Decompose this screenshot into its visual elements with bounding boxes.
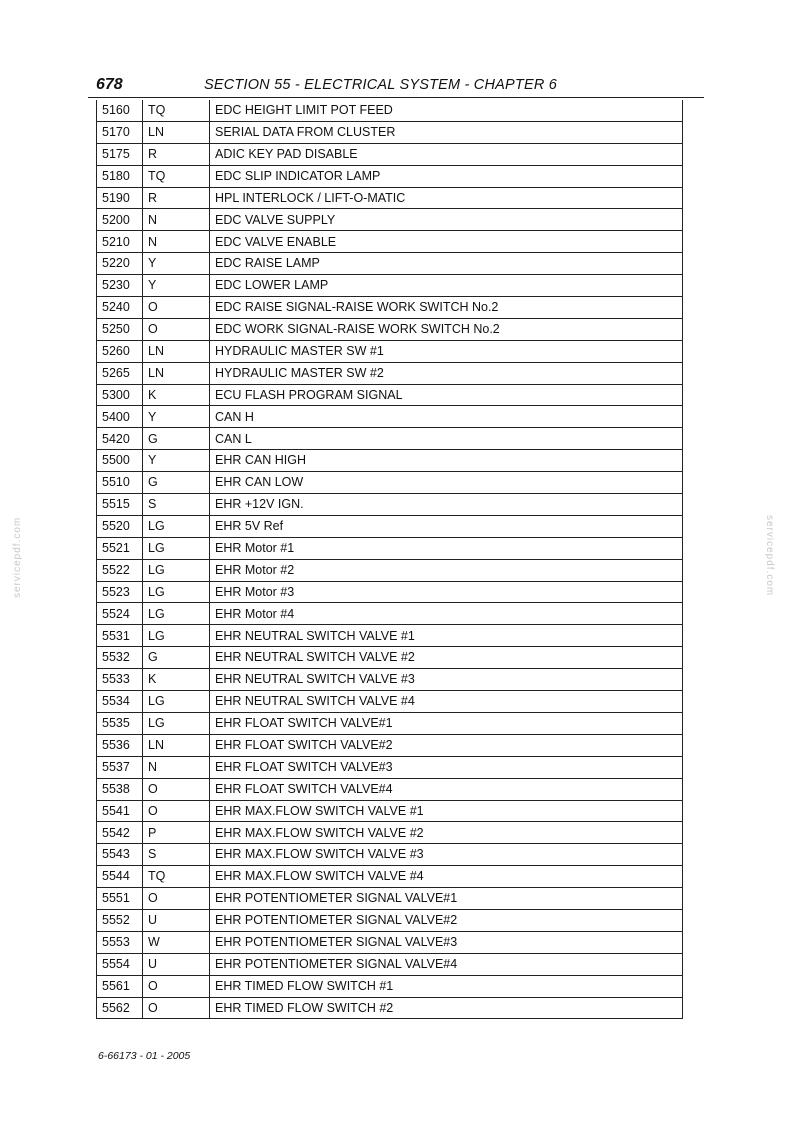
wire-color-cell: N — [143, 756, 210, 778]
table-row — [97, 669, 683, 691]
wire-description-cell: EHR FLOAT SWITCH VALVE#1 — [210, 712, 683, 734]
wire-color-cell: Y — [143, 275, 210, 297]
wire-number-cell: 5520 — [97, 515, 143, 537]
wire-description-cell: EHR MAX.FLOW SWITCH VALVE #3 — [210, 844, 683, 866]
wire-color-cell: G — [143, 472, 210, 494]
wire-description-cell: EHR TIMED FLOW SWITCH #2 — [210, 997, 683, 1019]
table-row — [97, 428, 683, 450]
wire-description-cell: SERIAL DATA FROM CLUSTER — [210, 121, 683, 143]
wire-description-cell: EDC LOWER LAMP — [210, 275, 683, 297]
wire-description-cell: EHR MAX.FLOW SWITCH VALVE #1 — [210, 800, 683, 822]
wire-number-cell: 5175 — [97, 143, 143, 165]
table-row — [97, 559, 683, 581]
wire-color-cell: O — [143, 997, 210, 1019]
table-row — [97, 603, 683, 625]
table-row — [97, 844, 683, 866]
table-row — [97, 909, 683, 931]
wire-description-cell: EHR CAN HIGH — [210, 450, 683, 472]
table-row — [97, 537, 683, 559]
table-row — [97, 406, 683, 428]
wire-color-cell: S — [143, 494, 210, 516]
wire-color-cell: LN — [143, 734, 210, 756]
wire-number-cell: 5562 — [97, 997, 143, 1019]
wire-number-cell: 5250 — [97, 318, 143, 340]
wire-number-cell: 5160 — [97, 100, 143, 121]
wire-number-cell: 5220 — [97, 253, 143, 275]
wire-color-cell: N — [143, 231, 210, 253]
wire-description-cell: EHR NEUTRAL SWITCH VALVE #3 — [210, 669, 683, 691]
table-row — [97, 625, 683, 647]
wire-number-cell: 5535 — [97, 712, 143, 734]
wire-number-cell: 5531 — [97, 625, 143, 647]
wire-description-cell: EHR NEUTRAL SWITCH VALVE #1 — [210, 625, 683, 647]
wire-number-cell: 5542 — [97, 822, 143, 844]
wire-number-cell: 5522 — [97, 559, 143, 581]
table-row — [97, 712, 683, 734]
wire-color-cell: U — [143, 953, 210, 975]
wire-number-cell: 5210 — [97, 231, 143, 253]
wire-number-cell: 5515 — [97, 494, 143, 516]
wire-number-cell: 5300 — [97, 384, 143, 406]
wire-color-cell: K — [143, 384, 210, 406]
table-row — [97, 450, 683, 472]
wire-description-cell: EHR Motor #1 — [210, 537, 683, 559]
wire-description-cell: EDC SLIP INDICATOR LAMP — [210, 165, 683, 187]
wire-color-cell: LG — [143, 712, 210, 734]
wire-description-cell: EHR TIMED FLOW SWITCH #1 — [210, 975, 683, 997]
watermark-left: servicepdf.com — [12, 516, 23, 598]
wire-number-cell: 5544 — [97, 866, 143, 888]
table-row — [97, 515, 683, 537]
wire-color-cell: O — [143, 778, 210, 800]
table-row — [97, 931, 683, 953]
wire-number-cell: 5533 — [97, 669, 143, 691]
wire-description-cell: EHR POTENTIOMETER SIGNAL VALVE#1 — [210, 888, 683, 910]
wire-color-cell: O — [143, 975, 210, 997]
wire-description-cell: EDC WORK SIGNAL-RAISE WORK SWITCH No.2 — [210, 318, 683, 340]
wire-color-cell: LN — [143, 121, 210, 143]
wire-color-cell: G — [143, 428, 210, 450]
wire-description-cell: EHR 5V Ref — [210, 515, 683, 537]
table-row — [97, 997, 683, 1019]
wire-color-cell: LN — [143, 340, 210, 362]
wire-description-cell: EHR NEUTRAL SWITCH VALVE #2 — [210, 647, 683, 669]
wire-description-cell: EHR MAX.FLOW SWITCH VALVE #2 — [210, 822, 683, 844]
table-row — [97, 143, 683, 165]
wire-description-cell: EDC RAISE SIGNAL-RAISE WORK SWITCH No.2 — [210, 297, 683, 319]
wire-description-cell: EDC RAISE LAMP — [210, 253, 683, 275]
wire-description-cell: EHR MAX.FLOW SWITCH VALVE #4 — [210, 866, 683, 888]
wire-number-cell: 5541 — [97, 800, 143, 822]
wire-number-cell: 5523 — [97, 581, 143, 603]
wire-description-cell: HPL INTERLOCK / LIFT-O-MATIC — [210, 187, 683, 209]
table-row — [97, 756, 683, 778]
wire-number-cell: 5524 — [97, 603, 143, 625]
wire-number-cell: 5500 — [97, 450, 143, 472]
wire-number-cell: 5532 — [97, 647, 143, 669]
wire-color-cell: O — [143, 318, 210, 340]
table-row — [97, 362, 683, 384]
wire-description-cell: EHR Motor #2 — [210, 559, 683, 581]
wire-number-cell: 5551 — [97, 888, 143, 910]
wire-color-cell: LG — [143, 625, 210, 647]
wire-number-cell: 5510 — [97, 472, 143, 494]
wire-description-cell: EDC VALVE SUPPLY — [210, 209, 683, 231]
table-row — [97, 253, 683, 275]
wire-description-cell: CAN L — [210, 428, 683, 450]
table-row — [97, 209, 683, 231]
wire-color-cell: Y — [143, 450, 210, 472]
table-row — [97, 297, 683, 319]
wire-color-cell: K — [143, 669, 210, 691]
wire-description-cell: EHR POTENTIOMETER SIGNAL VALVE#4 — [210, 953, 683, 975]
wire-number-cell: 5521 — [97, 537, 143, 559]
wire-color-cell: TQ — [143, 866, 210, 888]
table-row — [97, 734, 683, 756]
table-row — [97, 953, 683, 975]
document-code: 6-66173 - 01 - 2005 — [98, 1050, 191, 1062]
table-row — [97, 494, 683, 516]
wire-color-cell: TQ — [143, 100, 210, 121]
table-row — [97, 100, 683, 121]
wire-color-cell: LG — [143, 691, 210, 713]
wire-color-cell: LG — [143, 537, 210, 559]
watermark-right: servicepdf.com — [764, 515, 775, 597]
wire-number-cell: 5190 — [97, 187, 143, 209]
table-row — [97, 800, 683, 822]
table-row — [97, 231, 683, 253]
wire-number-cell: 5265 — [97, 362, 143, 384]
wire-number-cell: 5420 — [97, 428, 143, 450]
table-row — [97, 778, 683, 800]
wire-description-cell: EHR FLOAT SWITCH VALVE#2 — [210, 734, 683, 756]
wire-number-cell: 5554 — [97, 953, 143, 975]
wire-number-cell: 5552 — [97, 909, 143, 931]
wire-description-cell: EHR +12V IGN. — [210, 494, 683, 516]
wire-description-cell: CAN H — [210, 406, 683, 428]
wire-description-cell: EHR POTENTIOMETER SIGNAL VALVE#3 — [210, 931, 683, 953]
table-row — [97, 275, 683, 297]
table-row — [97, 472, 683, 494]
wire-color-cell: S — [143, 844, 210, 866]
wire-description-cell: HYDRAULIC MASTER SW #2 — [210, 362, 683, 384]
wire-description-cell: EHR CAN LOW — [210, 472, 683, 494]
table-row — [97, 866, 683, 888]
wire-description-cell: EHR FLOAT SWITCH VALVE#3 — [210, 756, 683, 778]
wire-number-cell: 5561 — [97, 975, 143, 997]
table-row — [97, 647, 683, 669]
wire-color-cell: O — [143, 800, 210, 822]
wire-number-cell: 5537 — [97, 756, 143, 778]
wire-number-cell: 5400 — [97, 406, 143, 428]
wire-color-cell: G — [143, 647, 210, 669]
wire-color-cell: R — [143, 187, 210, 209]
wire-description-cell: ADIC KEY PAD DISABLE — [210, 143, 683, 165]
wire-color-cell: Y — [143, 406, 210, 428]
wire-number-cell: 5180 — [97, 165, 143, 187]
table-row — [97, 581, 683, 603]
wire-description-cell: EHR POTENTIOMETER SIGNAL VALVE#2 — [210, 909, 683, 931]
wire-color-cell: LN — [143, 362, 210, 384]
wire-description-cell: EDC HEIGHT LIMIT POT FEED — [210, 100, 683, 121]
wire-number-cell: 5536 — [97, 734, 143, 756]
page-header — [96, 76, 704, 98]
header-rule — [88, 97, 704, 98]
page-number: 678 — [96, 76, 123, 93]
wire-color-cell: LG — [143, 603, 210, 625]
wire-color-cell: LG — [143, 559, 210, 581]
wire-color-cell: Y — [143, 253, 210, 275]
wire-number-cell: 5230 — [97, 275, 143, 297]
wire-description-cell: EHR NEUTRAL SWITCH VALVE #4 — [210, 691, 683, 713]
wire-color-cell: R — [143, 143, 210, 165]
wire-color-cell: U — [143, 909, 210, 931]
wire-color-cell: W — [143, 931, 210, 953]
table-row — [97, 691, 683, 713]
wire-description-cell: HYDRAULIC MASTER SW #1 — [210, 340, 683, 362]
wire-number-cell: 5240 — [97, 297, 143, 319]
wire-number-cell: 5543 — [97, 844, 143, 866]
wire-number-cell: 5553 — [97, 931, 143, 953]
table-row — [97, 822, 683, 844]
section-title: SECTION 55 - ELECTRICAL SYSTEM - CHAPTER 6 — [204, 77, 557, 93]
wire-table-body — [97, 100, 683, 1019]
table-row — [97, 165, 683, 187]
wire-number-cell: 5260 — [97, 340, 143, 362]
table-row — [97, 318, 683, 340]
table-row — [97, 975, 683, 997]
wire-color-cell: P — [143, 822, 210, 844]
wire-description-cell: ECU FLASH PROGRAM SIGNAL — [210, 384, 683, 406]
wire-description-cell: EHR Motor #3 — [210, 581, 683, 603]
table-row — [97, 121, 683, 143]
wire-description-cell: EHR FLOAT SWITCH VALVE#4 — [210, 778, 683, 800]
wire-color-cell: LG — [143, 515, 210, 537]
wire-color-cell: LG — [143, 581, 210, 603]
table-row — [97, 384, 683, 406]
table-row — [97, 187, 683, 209]
wire-color-cell: O — [143, 297, 210, 319]
wire-color-cell: N — [143, 209, 210, 231]
wire-description-cell: EHR Motor #4 — [210, 603, 683, 625]
wire-color-cell: O — [143, 888, 210, 910]
wire-number-cell: 5538 — [97, 778, 143, 800]
wire-description-cell: EDC VALVE ENABLE — [210, 231, 683, 253]
table-row — [97, 888, 683, 910]
wire-number-cell: 5534 — [97, 691, 143, 713]
wire-color-cell: TQ — [143, 165, 210, 187]
table-row — [97, 340, 683, 362]
wire-table — [96, 100, 683, 1019]
wire-number-cell: 5170 — [97, 121, 143, 143]
wire-number-cell: 5200 — [97, 209, 143, 231]
